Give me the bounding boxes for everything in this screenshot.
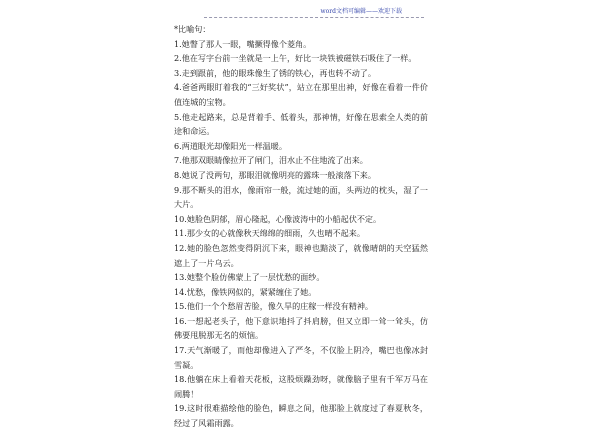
document-content	[174, 22, 428, 431]
document-page	[168, 0, 436, 429]
sentence-17: 17.天气渐暖了，而他却像进入了严冬，不仅脸上阴冷，嘴巴也像冰封雪凝。	[174, 345, 428, 370]
header-divider	[204, 17, 424, 18]
sentence-5: 5.他走起路来，总是背着手、低着头，那神情，好像在思索全人类的前途和命运。	[174, 111, 428, 137]
sentence-10: 10.她脸色阴郁，眉心隆起，心像波涛中的小船起伏不定。	[174, 213, 382, 224]
sentence-16: 16.一想起老头子，他下意识地抖了抖肩膀，但又立即一耸一耸头，仿佛要甩脱那无名的烦恼。	[174, 315, 428, 341]
sentence-2: 2.他在写字台前一坐就是一上午，好比一块铁被磁铁石吸住了一样。	[174, 53, 417, 64]
sentence-6: 6.两道眼光却像阳光一样温暖。	[174, 140, 287, 151]
sentence-15: 15.他们一个个愁眉苦脸，像久旱的庄稼一样没有精神。	[174, 301, 374, 312]
sentence-18: 18.他躺在床上看着天花板，这股烦躁劲呀，就像脑子里有千军万马在闹腾！	[174, 374, 428, 399]
sentence-12: 12.她的脸色忽然变得阴沉下来，眼神也黯淡了，就像晴朗的天空猛然遮上了一片乌云。	[174, 242, 428, 268]
sentence-11: 11.那少女的心就像秋天绵绵的细雨，久也晴不起来。	[174, 228, 365, 239]
header-link[interactable]: word文档可编辑——欢迎下载	[320, 8, 402, 15]
section-title: *比喻句：	[174, 24, 211, 34]
sentence-13: 13.她整个脸仿佛蒙上了一层忧愁的面纱。	[174, 272, 325, 283]
sentence-9: 9.那不断头的泪水，像雨帘一般，流过她的面，头两边的枕头，湿了一大片。	[174, 184, 428, 210]
sentence-4: 4.爸爸两眼盯着我的“三好奖状”，站立在那里出神，好像在看着一件价值连城的宝物。	[174, 82, 428, 107]
sentence-14: 14.忧愁，像铁网似的，紧紧缠住了她。	[174, 286, 317, 297]
sentence-19: 19.这时很难描绘他的脸色，瞬息之间，他那脸上就度过了春夏秋冬，经过了风霜雨露。	[174, 403, 428, 429]
sentence-7: 7.他那双眼睛像拉开了闸门，泪水止不住地流了出来。	[174, 155, 368, 166]
sentence-1: 1.她瞥了那人一眼，嘴撅得像个菱角。	[174, 38, 312, 49]
sentence-8: 8.她说了没两句，那眼泪就像明亮的露珠一般滚落下来。	[174, 169, 376, 180]
sentence-3: 3.走到跟前，他的眼珠像生了锈的铁心，再也转不动了。	[174, 67, 376, 78]
